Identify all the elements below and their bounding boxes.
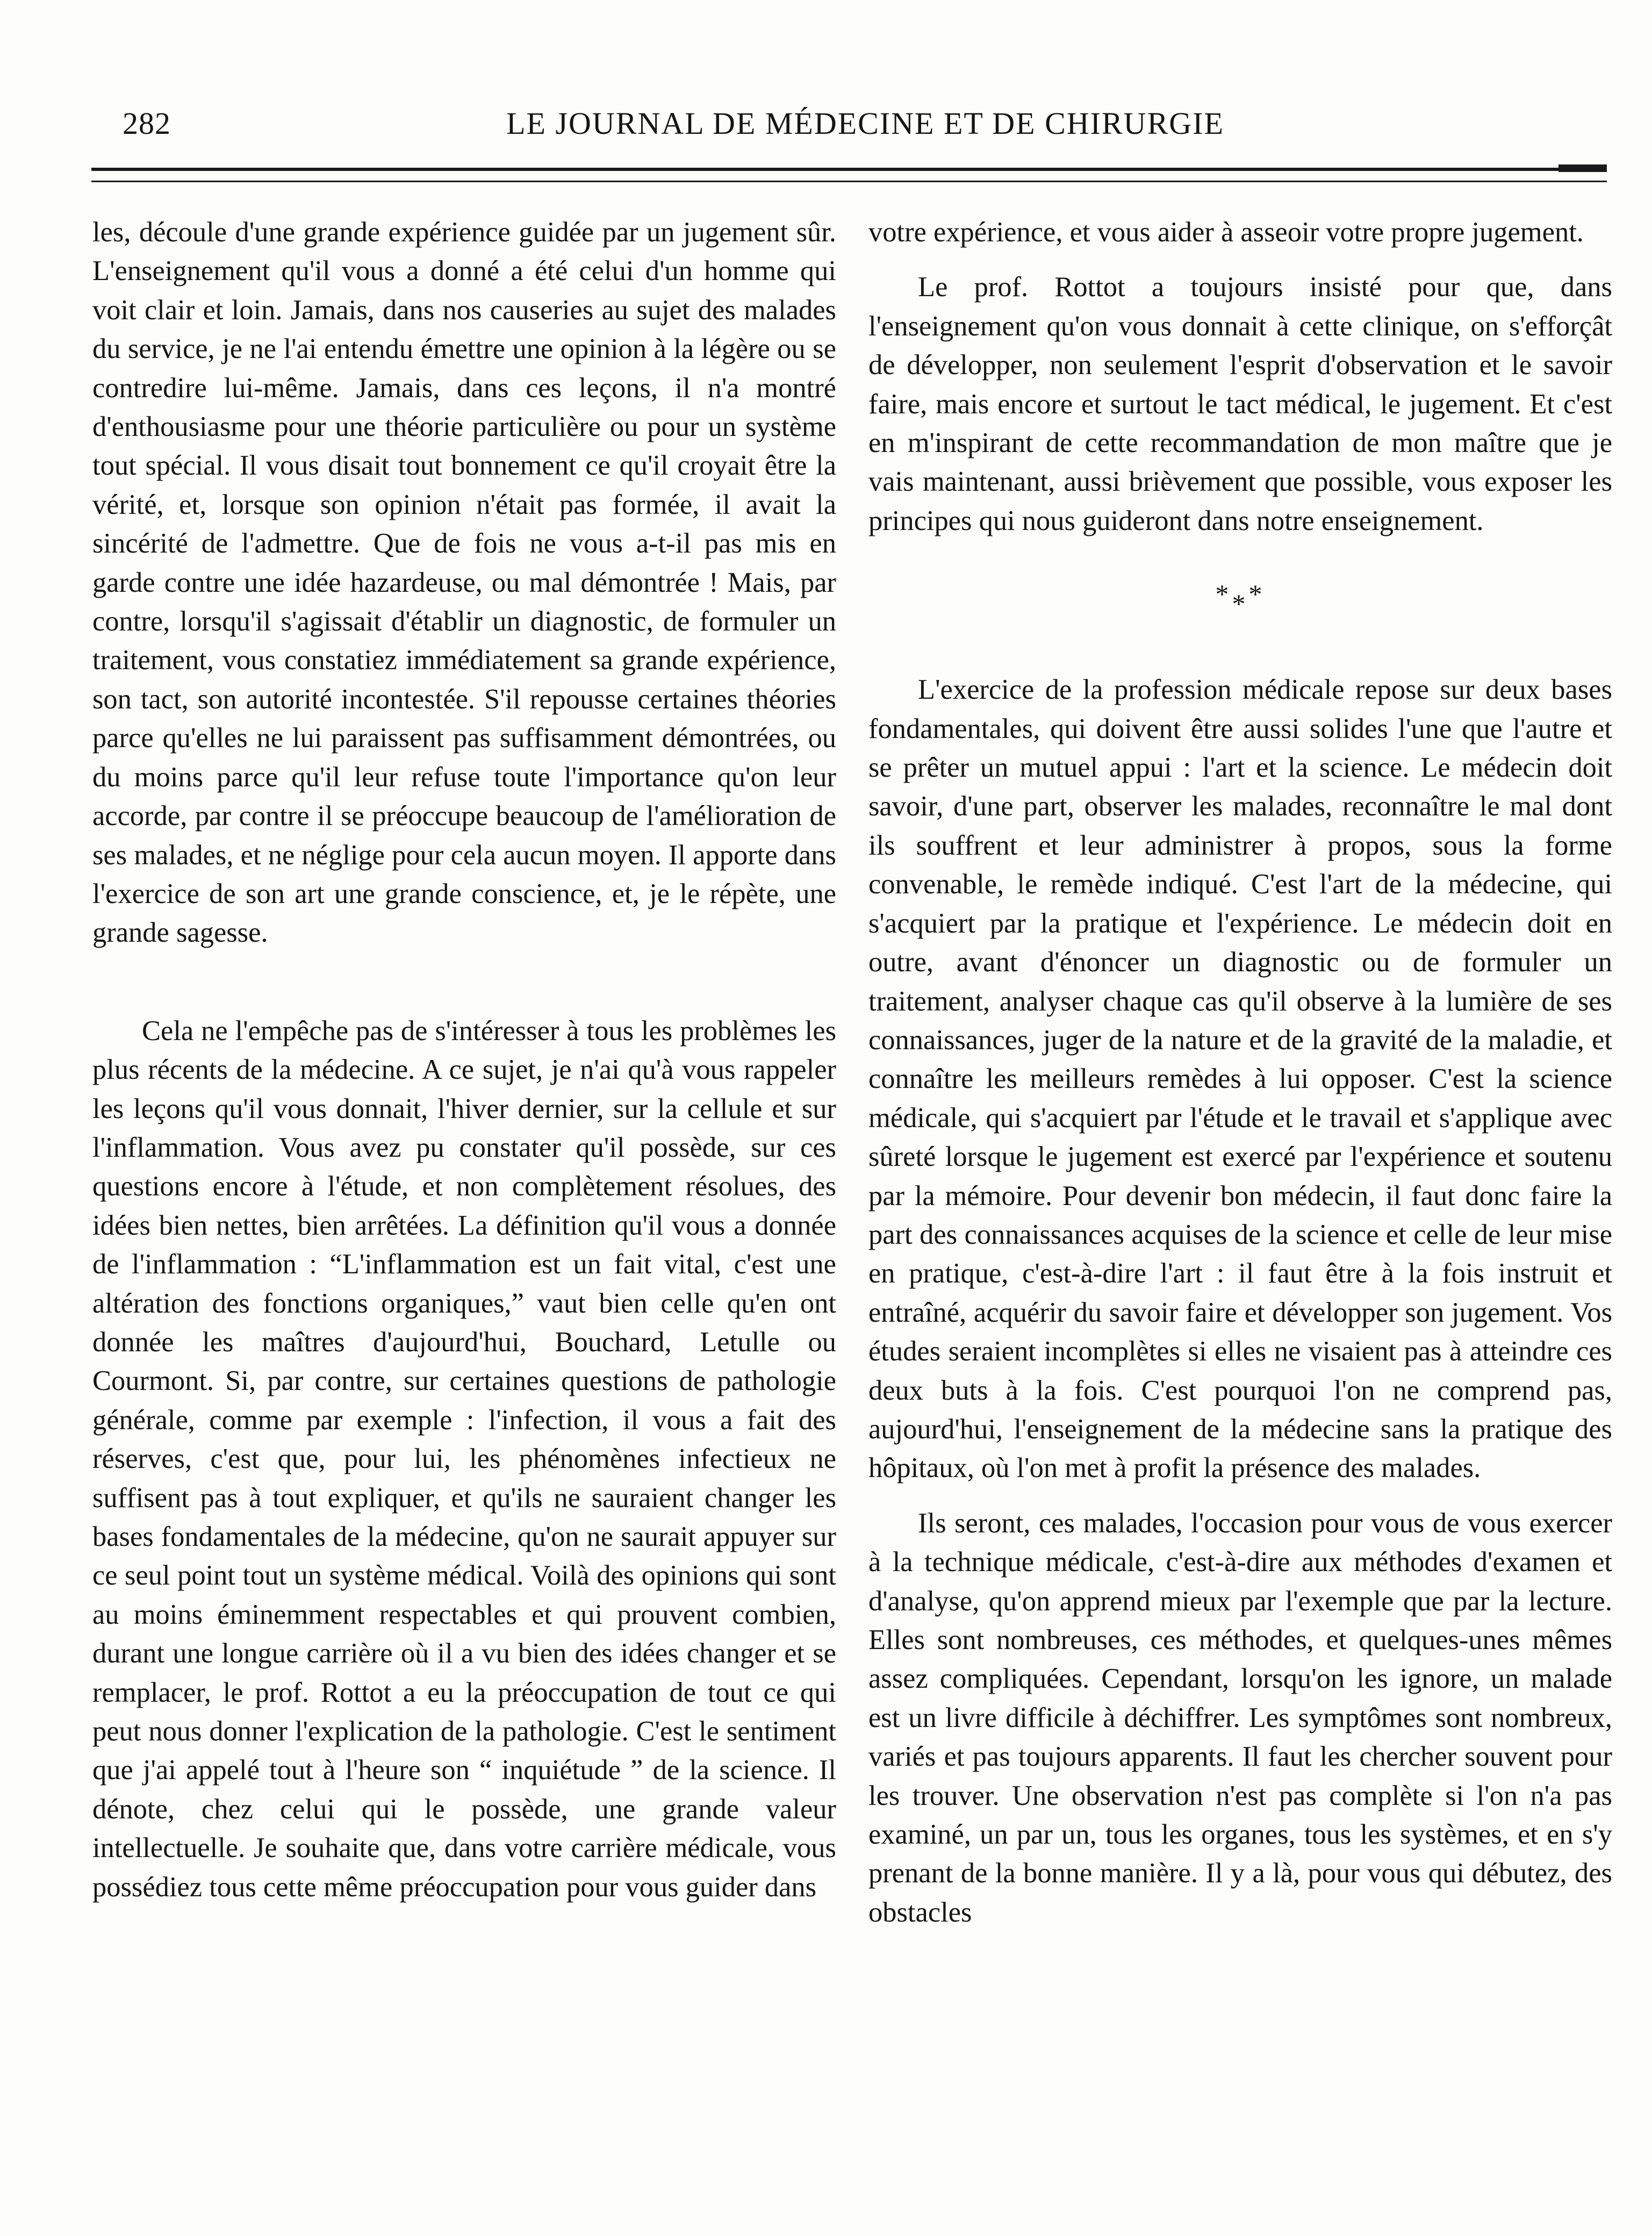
page-number: 282 (123, 106, 171, 141)
paragraph-gap (868, 252, 1612, 268)
left-paragraph-1: les, découle d'une grande expérience guidée par un jugement sûr. L'enseignement qu'il vous a donné a été celui d'un homme qui voit clair et loin. Jamais, dans nos causeries au sujet des malades du service, je ne l'ai entendu émettre une opinion à la légère ou se contredire lui-même. Jamais, dans ces leçons, il n'a montré d'enthousiasme pour une théorie particulière ou pour un système tout spécial. Il vous disait tout bonnement ce qu'il croyait être la vérité, et, lorsque son opinion n'était pas formée, il avait la sincérité de l'admettre. Que de fois ne vous a-t-il pas mis en garde contre une idée hazardeuse, ou mal démontrée ! Mais, par contre, lorsqu'il s'agissait d'établir un diagnostic, de formuler un traitement, vous constatiez immédiatement sa grande expérience, son tact, son autorité incontestée. S'il repousse certaines théories parce qu'elles ne lui paraissent pas suffisamment démontrées, ou du moins parce qu'il leur refuse toute l'importance qu'on leur accorde, par contre il se préoccupe beaucoup de l'amélioration de ses malades, et ne néglige pour cela aucun moyen. Il apporte dans l'exercice de son art une grande conscience, et, je le répète, une grande sagesse. (92, 217, 836, 949)
left-column (92, 213, 836, 2202)
right-paragraph-1: votre expérience, et vous aider à asseoir votre propre jugement. (868, 217, 1584, 248)
paragraph-gap (92, 952, 836, 1012)
right-column (868, 213, 1612, 2202)
paragraph-gap (868, 1488, 1612, 1504)
section-asterism (868, 578, 1612, 619)
right-paragraph-2: Le prof. Rottot a toujours insisté pour que, dans l'enseignement qu'on vous donnait à cette clinique, on s'efforçât de développer, non seulement l'esprit d'observation et le savoir faire, mais encore et surtout le tact médical, le jugement. Et c'est en m'inspirant de cette recommandation de mon maître que je vais maintenant, aussi brièvement que possible, vous exposer les principes qui nous guideront dans notre enseignement. (868, 271, 1612, 536)
header-rule-thin (91, 181, 1607, 182)
right-paragraph-3: L'exercice de la profession médicale repose sur deux bases fondamentales, qui doivent être aussi solides l'une que l'autre et se prêter un mutuel appui : l'art et la science. Le médecin doit savoir, d'une part, observer les malades, reconnaître le mal dont ils souffrent et leur administrer à propos, sous la forme convenable, le remède indiqué. C'est l'art de la médecine, qui s'acquiert par la pratique et l'expérience. Le médecin doit en outre, avant d'énoncer un diagnostic ou de formuler un traitement, analyser chaque cas qu'il observe à la lumière de ses connaissances, juger de la nature et de la gravité de la maladie, et connaître les meilleurs remèdes à lui opposer. C'est la science médicale, qui s'acquiert par l'étude et le travail et s'applique avec sûreté lorsque le jugement est exercé par l'expérience et soutenu par la mémoire. Pour devenir bon médecin, il faut donc faire la part des connaissances acquises de la science et celle de leur mise en pratique, c'est-à-dire l'art : il faut être à la fois instruit et entraîné, acquérir du savoir faire et développer son jugement. Vos études seraient incomplètes si elles ne visaient pas à atteindre ces deux buts à la fois. C'est pourquoi l'on ne comprend pas, aujourd'hui, l'enseignement de la médecine sans la pratique des hôpitaux, où l'on met à profit la présence des malades. (868, 674, 1612, 1484)
right-paragraph-4: Ils seront, ces malades, l'occasion pour vous de vous exercer à la technique médicale, c'est-à-dire aux méthodes d'examen et d'analyse, qu'on apprend mieux par l'exemple que par la lecture. Elles sont nombreuses, ces méthodes, et quelques-unes mêmes assez compliquées. Cependant, lorsqu'on les ignore, un malade est un livre difficile à déchiffrer. Les symptômes sont nombreux, variés et pas toujours apparents. Il faut les chercher souvent pour les trouver. Une observation n'est pas complète si l'on n'a pas examiné, un par un, tous les organes, tous les systèmes, et en s'y prenant de la bonne manière. Il y a là, pour vous qui débutez, des obstacles (868, 1507, 1612, 1928)
asterism-star: * (1232, 589, 1249, 619)
journal-title: LE JOURNAL DE MÉDECINE ET DE CHIRURGIE (506, 106, 1224, 141)
header-rule-ornament (1558, 164, 1607, 172)
asterism-star: * (1215, 579, 1232, 610)
left-paragraph-2: Cela ne l'empêche pas de s'intéresser à tous les problèmes les plus récents de la médecine. A ce sujet, je n'ai qu'à vous rappeler les leçons qu'il vous donnait, l'hiver dernier, sur la cellule et sur l'inflammation. Vous avez pu constater qu'il possède, sur ces questions encore à l'étude, et non complètement résolues, des idées bien nettes, bien arrêtées. La définition qu'il vous a donnée de l'inflammation : “L'inflammation est un fait vital, c'est une altération des fonctions organiques,” vaut bien celle qu'en ont donnée les maîtres d'aujourd'hui, Bouchard, Letulle ou Courmont. Si, par contre, sur certaines questions de pathologie générale, comme par exemple : l'infection, il vous a fait des réserves, c'est que, pour lui, les phénomènes infectieux ne suffisent pas à tout expliquer, et qu'ils ne sauraient changer les bases fondamentales de la médecine, qu'on ne saurait appuyer sur ce seul point tout un système médical. Voilà des opinions qui sont au moins éminemment respectables et qui prouvent combien, durant une longue carrière où il a vu bien des idées changer et se remplacer, le prof. Rottot a eu la préoccupation de tout ce qui peut nous donner l'explication de la pathologie. C'est le sentiment que j'ai appelé tout à l'heure son “ inquiétude ” de la science. Il dénote, chez celui qui le possède, une grande valeur intellectuelle. Je souhaite que, dans votre carrière médicale, vous possédiez tous cette même préoccupation pour vous guider dans (92, 1015, 836, 1903)
header-rule-thick (91, 168, 1607, 171)
running-head (0, 105, 1652, 154)
asterism-star: * (1248, 579, 1266, 610)
